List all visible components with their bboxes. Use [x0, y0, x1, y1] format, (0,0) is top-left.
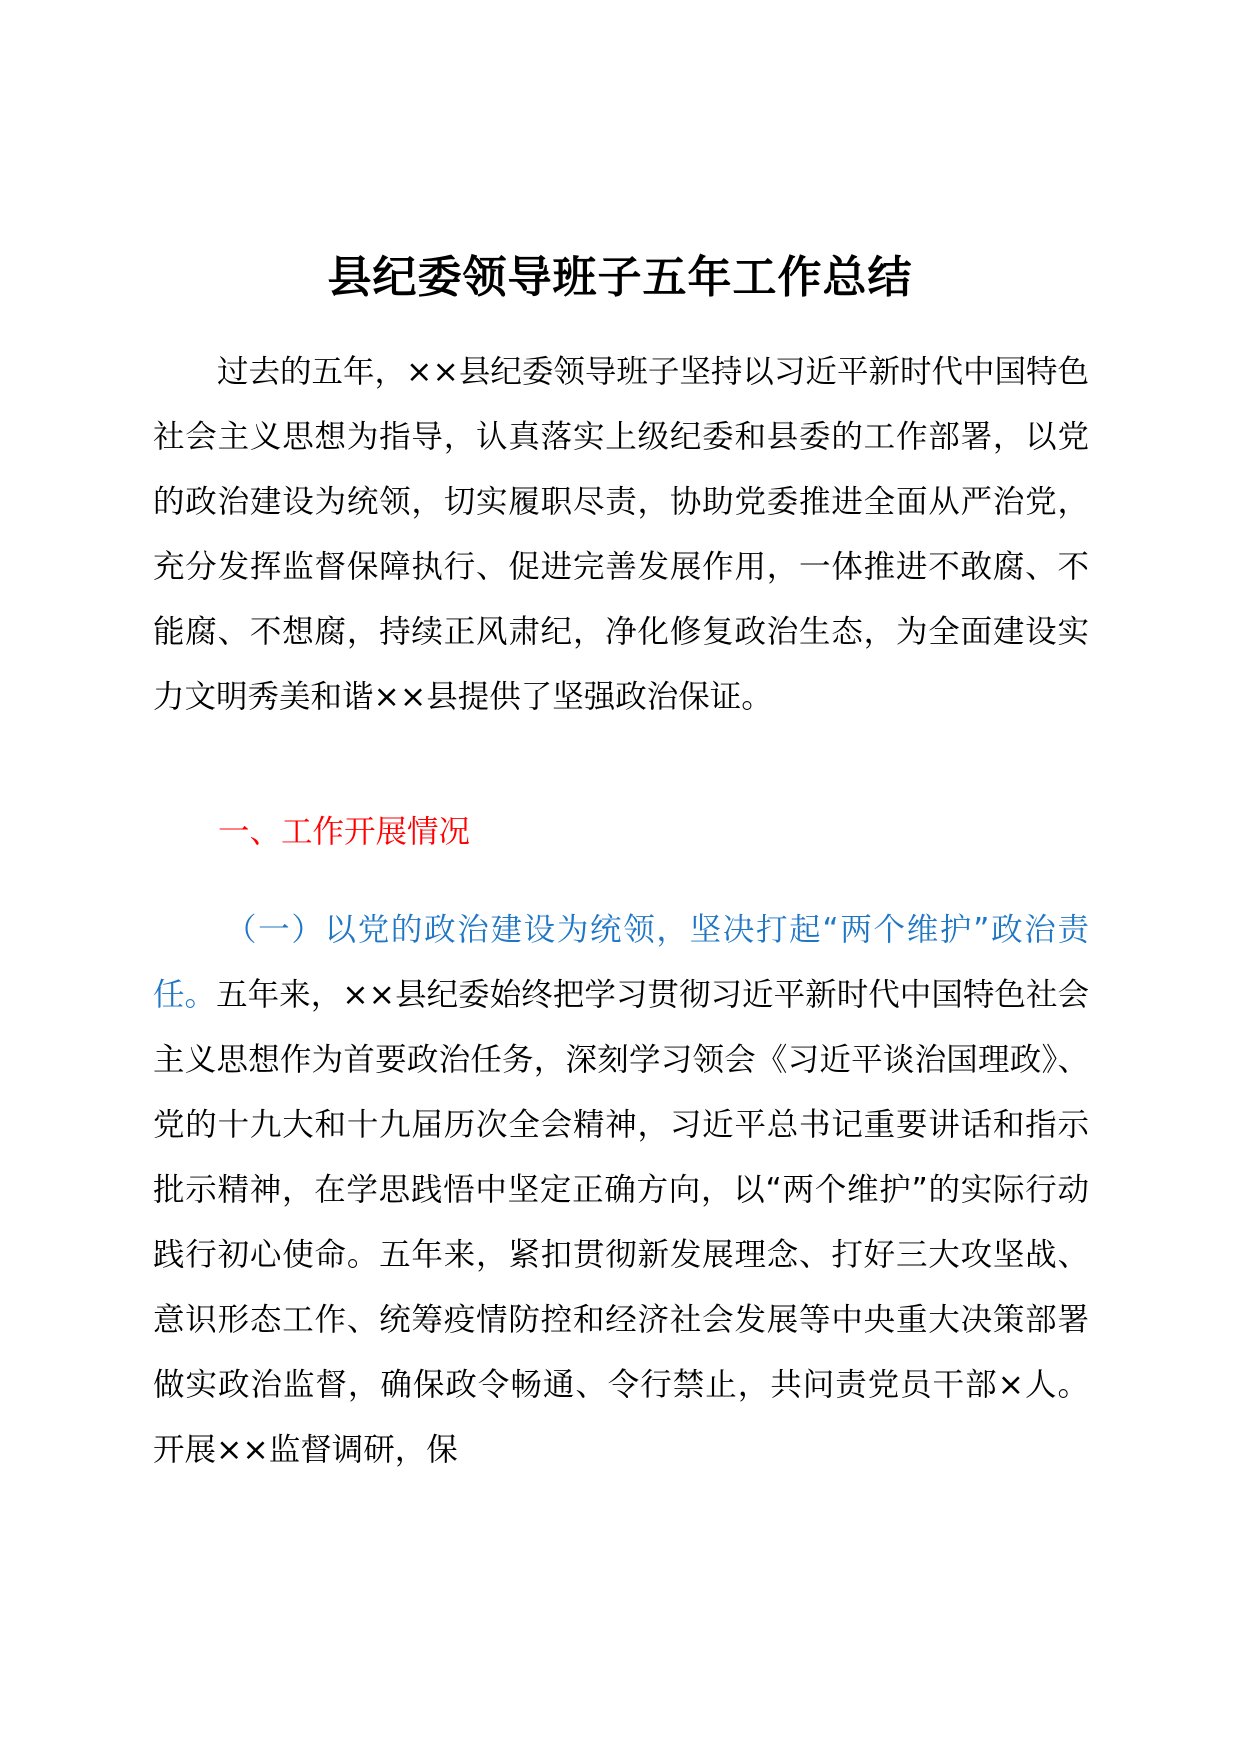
- subsection-heading: （一）以党的政治建设为统领，坚决打起“两个维护”政治责任。: [153, 912, 1089, 1013]
- subsection-body: 五年来，××县纪委始终把学习贯彻习近平新时代中国特色社会主义思想作为首要政治任务，深刻学习领会《习近平谈治国理政》、党的十九大和十九届历次全会精神，习近平总书记重要讲话和指示批示精神，在学思践悟中坚定正确方向，以“两个维护”的实际行动践行初心使命。五年来，紧扣贯彻新发展理念、打好三大攻坚战、意识形态工作、统筹疫情防控和经济社会发展等中央重大决策部署做实政治监督，确保政令畅通、令行禁止，共问责党员干部×人。开展××监督调研，保: [153, 977, 1089, 1468]
- document-title: 县纪委领导班子五年工作总结: [327, 252, 913, 303]
- section-heading: 一、工作开展情况: [218, 814, 471, 850]
- intro-paragraph: 过去的五年，××县纪委领导班子坚持以习近平新时代中国特色社会主义思想为指导，认真落实上级纪委和县委的工作部署，以党的政治建设为统领，切实履职尽责，协助党委推进全面从严治党，充分发挥监督保障执行、促进完善发展作用，一体推进不敢腐、不能腐、不想腐，持续正风肃纪，净化修复政治生态，为全面建设实力文明秀美和谐××县提供了坚强政治保证。: [153, 354, 1089, 715]
- subsection-paragraph: [153, 898, 1089, 1483]
